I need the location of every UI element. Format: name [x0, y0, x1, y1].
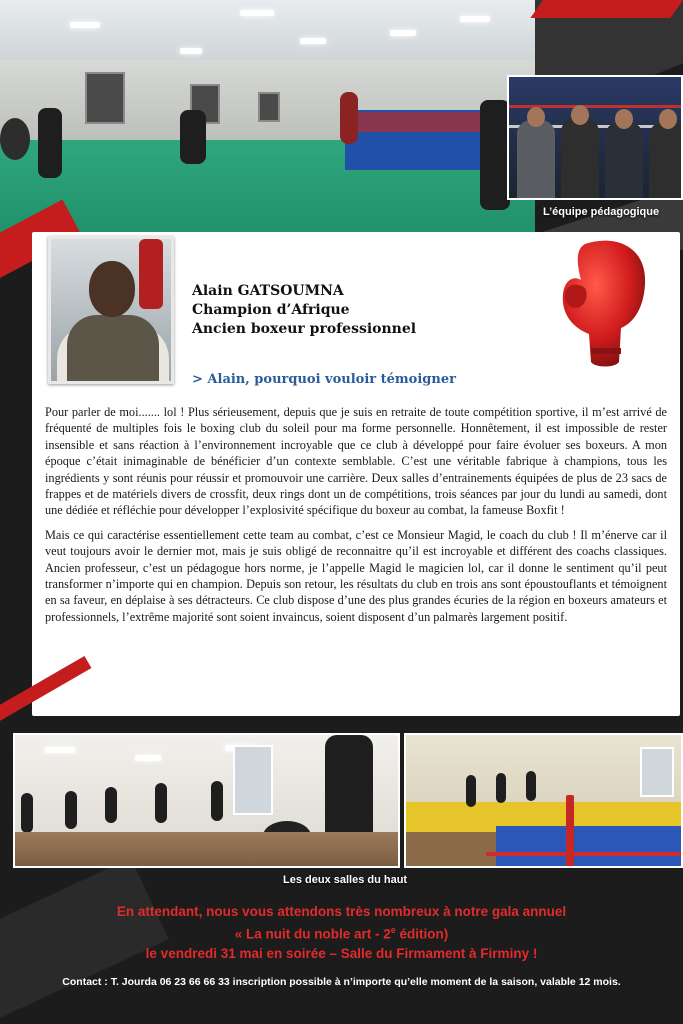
profile-header: [192, 282, 416, 339]
upper-hall-photo-left: [13, 733, 400, 868]
boxing-glove-icon: [555, 236, 651, 370]
profile-title-champion: Champion d’Afrique: [192, 302, 350, 318]
article-paragraph: Pour parler de moi....... lol ! Plus sérieusement, depuis que je suis en retraite de toute compétition sportive, il m’est arrivé de fréquenté de multiples fois le boxing club du soleil pour ma forme personnelle. Honnêtement, il est impossible de rester insensible et sans réaction à l’environnement incroyable que ce club à développé pour faire évoluer ses boxeurs. A mon époque c’était inimaginable de bénéficier d’un contexte semblable. C’est une véritable fabrique à champions, tous les ingrédients y sont réunis pour réussir et promouvoir une carrière. Deux salles d’entrainements équipées de plus de 23 sacs de frappes et de matériels divers de crossfit, deux rings dont un de compétitions, trois séances par jour du lundi au samedi, dont une dédiée et réfléchie pour développer l’explosivité spécifique du boxeur au combat, la fameuse Boxfit !: [45, 405, 667, 518]
team-photo: [507, 75, 683, 200]
testimonial-card: [32, 232, 680, 716]
article-body: [45, 404, 667, 625]
announcement-line: En attendant, nous vous attendons très nombreux à notre gala annuel: [116, 904, 567, 919]
team-caption: L’équipe pédagogique: [543, 206, 660, 218]
article-paragraph: Mais ce qui caractérise essentiellement cette team au combat, c’est ce Monsieur Magid, le coach du club ! Il m’énerve car il veut toujours avoir le dernier mot, mais je suis obligé de reconnaitre qu’il est incroyable et différent des coachs classiques. Ancien professeur, c’est un pédagogue hors norme, je l’appelle Magid le magicien lol, car il donne le sentiment qu’il peut transformer n’importe qui en champion. Depuis son retour, les résultats du club en trois ans sont époustouflants et témoignent en sa faveur, en déplaise à ses détracteurs. Ce club dispose d’une des plus grandes écuries de la région en boxeurs amateurs et professionnels, l’extrême majorité sont soient invaincus, soient disposent d’un palmarès largement positif.: [45, 527, 667, 624]
gala-announcement: [0, 902, 683, 963]
announcement-line: « La nuit du noble art - 2e édition): [234, 925, 449, 942]
upper-halls-caption: Les deux salles du haut: [283, 874, 408, 886]
announcement-line: le vendredi 31 mai en soirée – Salle du Firmament à Firminy !: [145, 945, 538, 961]
decorative-band: [530, 0, 683, 18]
contact-info: Contact : T. Jourda 06 23 66 66 33 inscription possible à n’importe qu’elle moment de la saison, valable 12 mois.: [62, 976, 621, 988]
main-hall-photo: [0, 0, 535, 250]
profile-name: Alain GATSOUMNA: [192, 283, 344, 299]
upper-hall-photo-right: [404, 733, 683, 868]
profile-title-former-boxer: Ancien boxeur professionnel: [192, 321, 417, 337]
portrait-photo: [48, 236, 174, 384]
interview-question: > Alain, pourquoi vouloir témoigner: [192, 372, 456, 387]
